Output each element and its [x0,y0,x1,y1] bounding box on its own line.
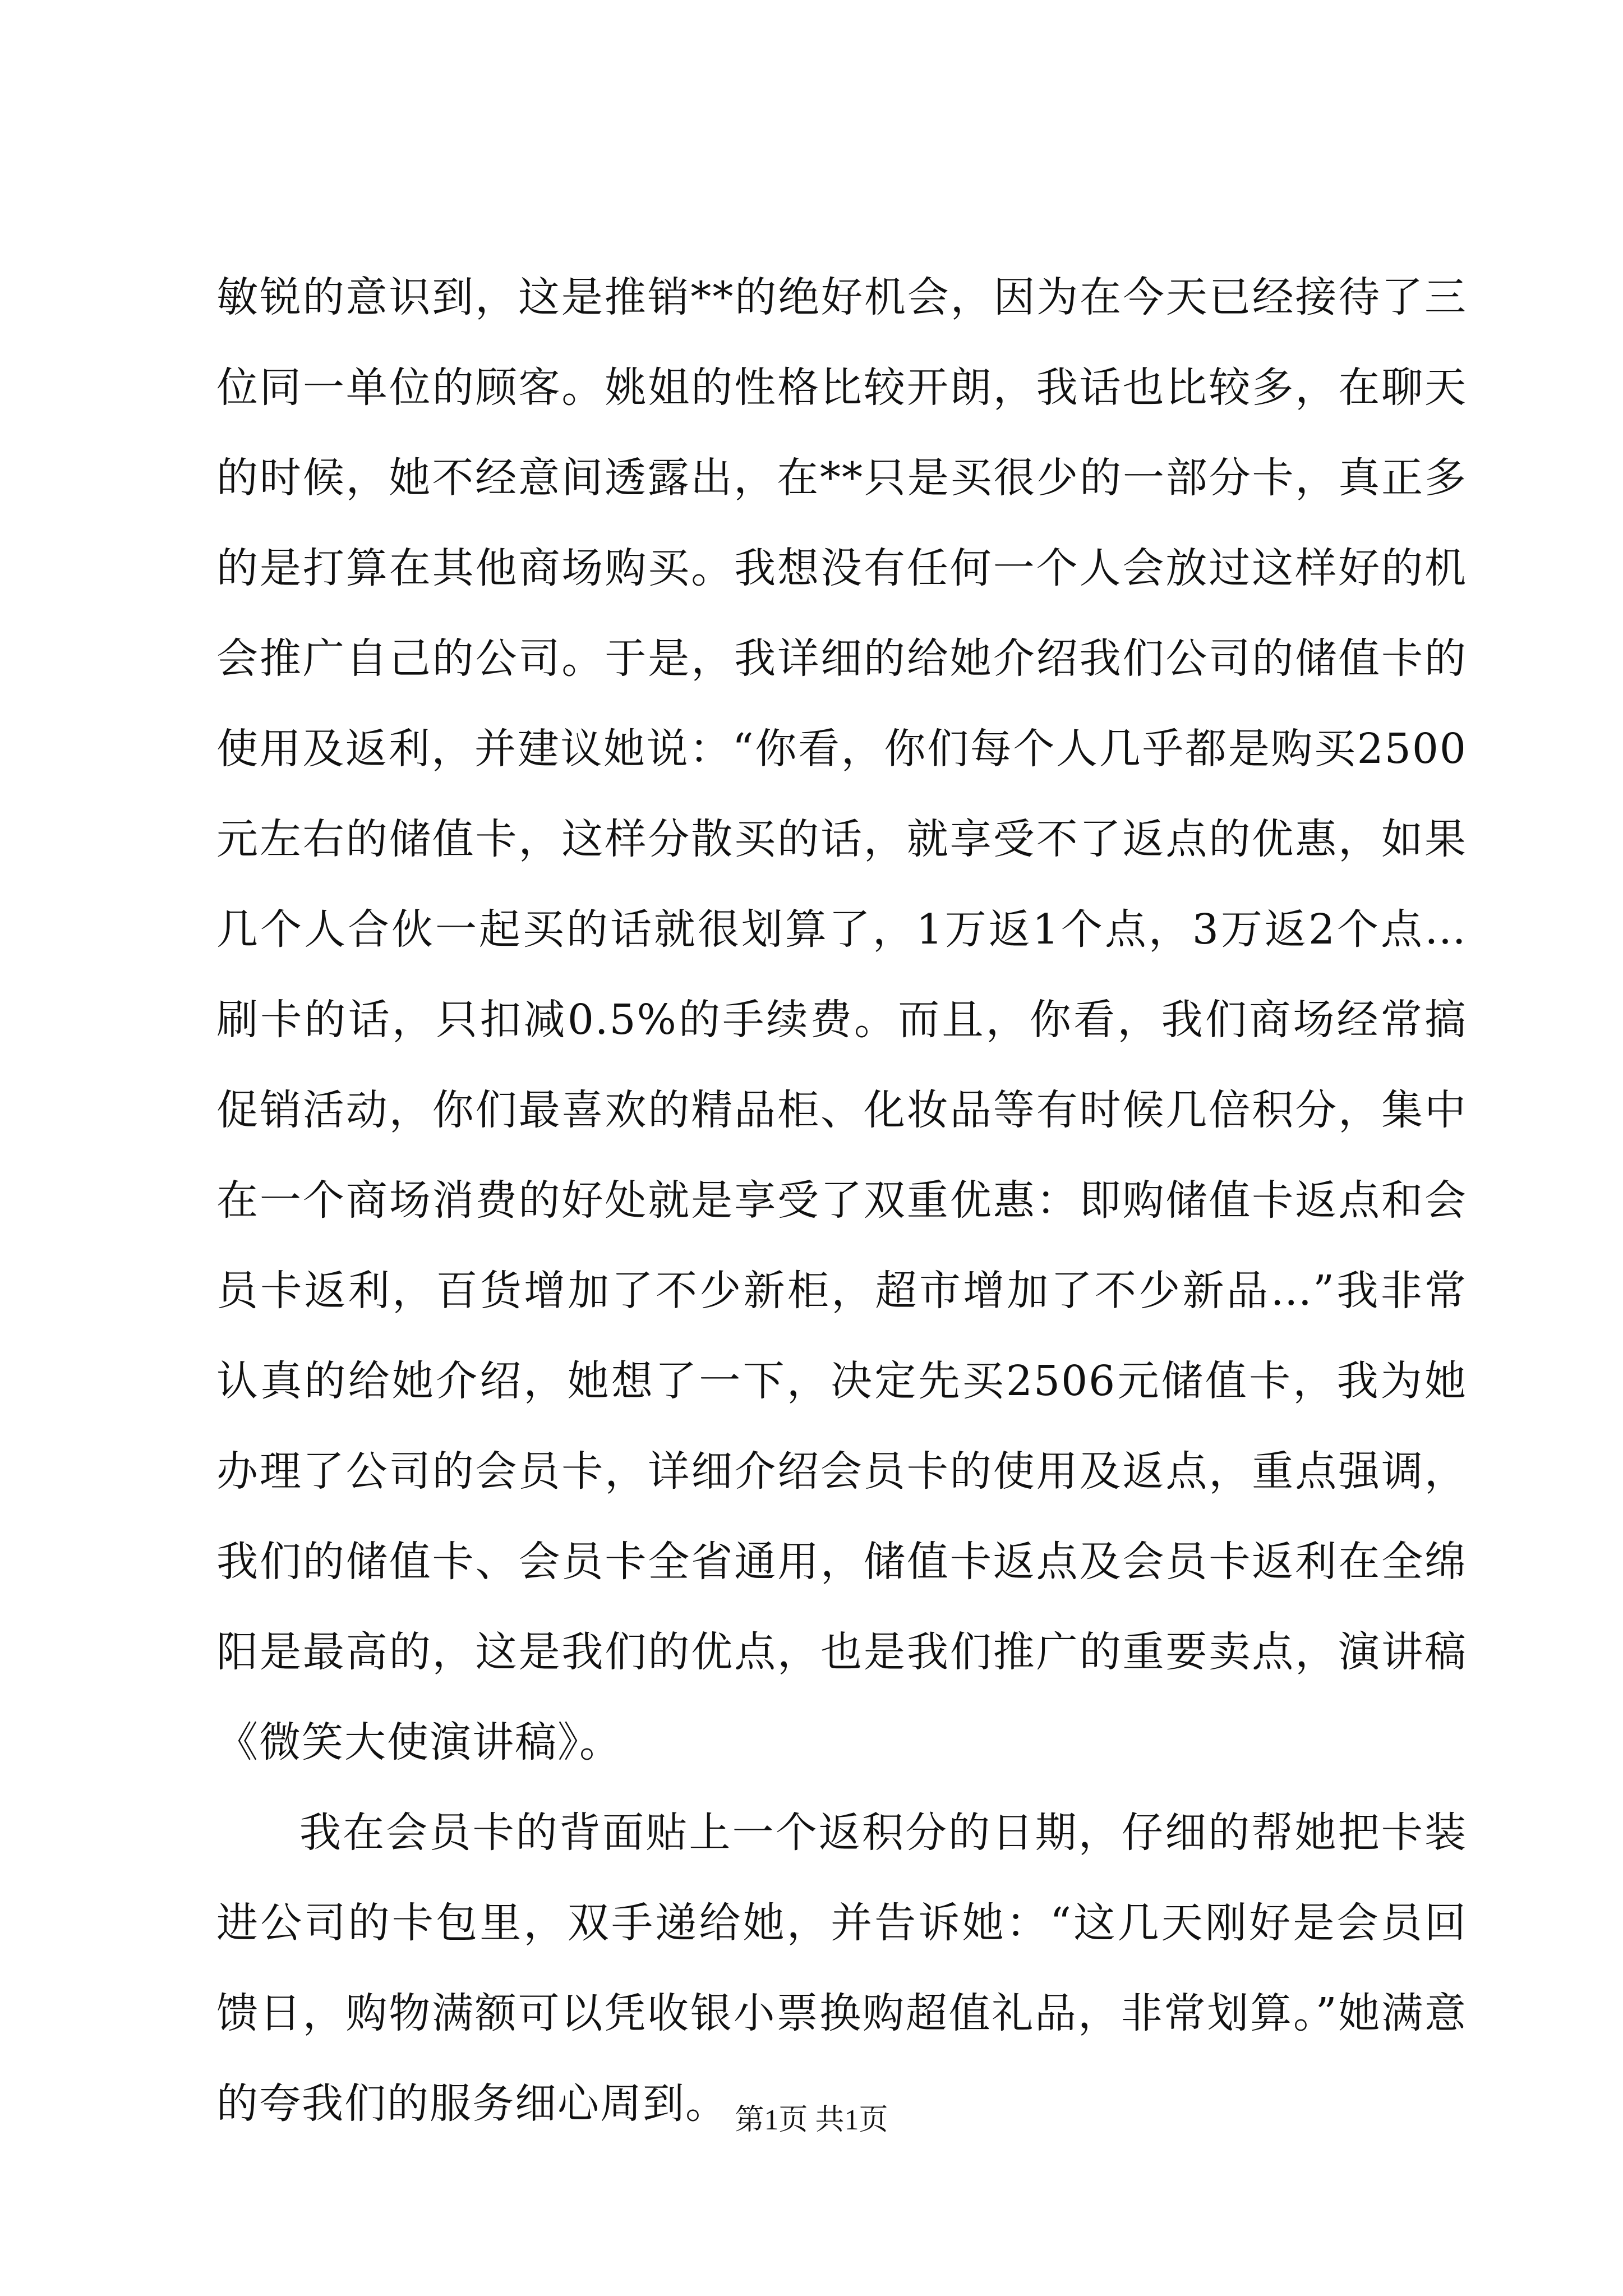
page-footer: 第1页 共1页 [735,2104,888,2136]
paragraph-2: 我在会员卡的背面贴上一个返积分的日期，仔细的帮她把卡装进公司的卡包里，双手递给她，并告诉她：“这几天刚好是会员回馈日，购物满额可以凭收银小票换购超值礼品，非常划算。”她满意的夸我们的服务细心周到。 [216,1809,1467,2128]
body-text [216,252,1467,2149]
paragraph-1: 敏锐的意识到，这是推销**的绝好机会，因为在今天已经接待了三位同一单位的顾客。姚姐的性格比较开朗，我话也比较多，在聊天的时候，她不经意间透露出，在**只是买很少的一部分卡，真正多的是打算在其他商场购买。我想没有任何一个人会放过这样好的机会推广自己的公司。于是，我详细的给她介绍我们公司的储值卡的使用及返利，并建议她说：“你看，你们每个人几乎都是购买2500元左右的储值卡，这样分散买的话，就享受不了返点的优惠，如果几个人合伙一起买的话就很划算了，1万返1个点，3万返2个点…刷卡的话，只扣减0.5%的手续费。而且，你看，我们商场经常搞促销活动，你们最喜欢的精品柜、化妆品等有时候几倍积分，集中在一个商场消费的好处就是享受了双重优惠：即购储值卡返点和会员卡返利，百货增加了不少新柜，超市增加了不少新品…”我非常认真的给她介绍，她想了一下，决定先买2506元储值卡，我为她办理了公司的会员卡，详细介绍会员卡的使用及返点，重点强调，我们的储值卡、会员卡全省通用，储值卡返点及会员卡返利在全绵阳是最高的，这是我们的优点，也是我们推广的重要卖点，演讲稿《微笑大使演讲稿》。 [216,273,1467,1766]
